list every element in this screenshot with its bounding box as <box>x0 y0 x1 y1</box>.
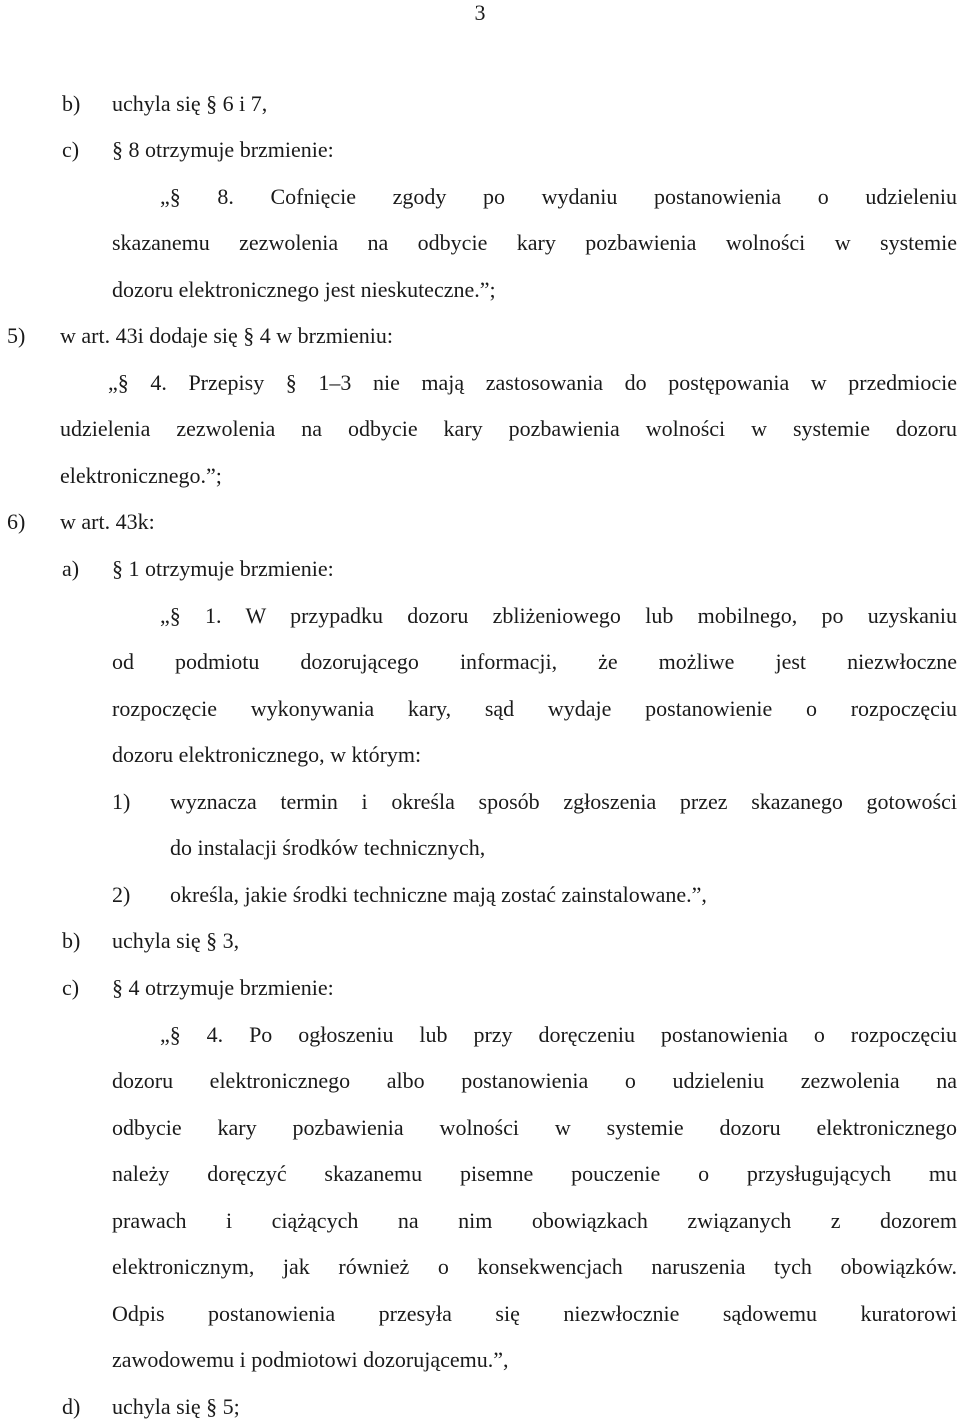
list-item-text: wyznacza termin i określa sposób zgłoszenia przez skazanego gotowości <box>170 789 957 814</box>
quoted-provision-line: skazanemu zezwolenia na odbycie kary pozbawienia wolności w systemie <box>112 230 957 255</box>
list-item-text: w art. 43i dodaje się § 4 w brzmieniu: <box>60 323 393 348</box>
list-item-text: § 4 otrzymuje brzmienie: <box>112 975 334 1000</box>
quoted-provision-line: „§ 1. W przypadku dozoru zbliżeniowego lub mobilnego, po uzyskaniu <box>160 603 957 628</box>
quoted-provision-line: „§ 4. Po ogłoszeniu lub przy doręczeniu postanowienia o rozpoczęciu <box>160 1022 957 1047</box>
list-label: c) <box>62 975 80 1000</box>
list-label: d) <box>62 1394 81 1419</box>
quoted-provision-line: zawodowemu i podmiotowi dozorującemu.”, <box>112 1347 509 1372</box>
quoted-provision-line: prawach i ciążących na nim obowiązkach związanych z dozorem <box>112 1208 957 1233</box>
quoted-provision-line: elektronicznym, jak również o konsekwencjach naruszenia tych obowiązków. <box>112 1254 957 1279</box>
quoted-provision-line: dozoru elektronicznego jest nieskuteczne.”; <box>112 277 496 302</box>
list-item-text: określa, jakie środki techniczne mają zostać zainstalowane.”, <box>170 882 707 907</box>
quoted-provision-line: elektronicznego.”; <box>60 463 222 488</box>
list-label: 1) <box>112 789 131 814</box>
quoted-provision-line: dozoru elektronicznego albo postanowienia o udzieleniu zezwolenia na <box>112 1068 957 1093</box>
list-item-text: uchyla się § 3, <box>112 928 240 953</box>
quoted-provision-line: Odpis postanowienia przesyła się niezwłocznie sądowemu kuratorowi <box>112 1301 957 1326</box>
quoted-provision-line: udzielenia zezwolenia na odbycie kary pozbawienia wolności w systemie dozoru <box>60 416 957 441</box>
list-label: b) <box>62 928 81 953</box>
list-item-text: do instalacji środków technicznych, <box>170 835 486 860</box>
list-item-text: § 8 otrzymuje brzmienie: <box>112 137 334 162</box>
quoted-provision-line: „§ 4. Przepisy § 1–3 nie mają zastosowania do postępowania w przedmiocie <box>108 370 957 395</box>
list-item-text: w art. 43k: <box>60 509 155 534</box>
quoted-provision-line: odbycie kary pozbawienia wolności w systemie dozoru elektronicznego <box>112 1115 957 1140</box>
list-item-text: uchyla się § 6 i 7, <box>112 91 268 116</box>
list-item-text: § 1 otrzymuje brzmienie: <box>112 556 334 581</box>
list-label: a) <box>62 556 80 581</box>
quoted-provision-line: dozoru elektronicznego, w którym: <box>112 742 422 767</box>
list-label: c) <box>62 137 80 162</box>
list-label: 2) <box>112 882 131 907</box>
list-item-text: uchyla się § 5; <box>112 1394 240 1419</box>
quoted-provision-line: należy doręczyć skazanemu pisemne pouczenie o przysługujących mu <box>112 1161 957 1186</box>
quoted-provision-line: od podmiotu dozorującego informacji, że możliwe jest niezwłoczne <box>112 649 957 674</box>
list-label: b) <box>62 91 81 116</box>
page-number: 3 <box>474 0 486 25</box>
quoted-provision-line: rozpoczęcie wykonywania kary, sąd wydaje postanowienie o rozpoczęciu <box>112 696 957 721</box>
quoted-provision-line: „§ 8. Cofnięcie zgody po wydaniu postanowienia o udzieleniu <box>160 184 957 209</box>
list-label: 6) <box>7 509 26 534</box>
list-label: 5) <box>7 323 26 348</box>
